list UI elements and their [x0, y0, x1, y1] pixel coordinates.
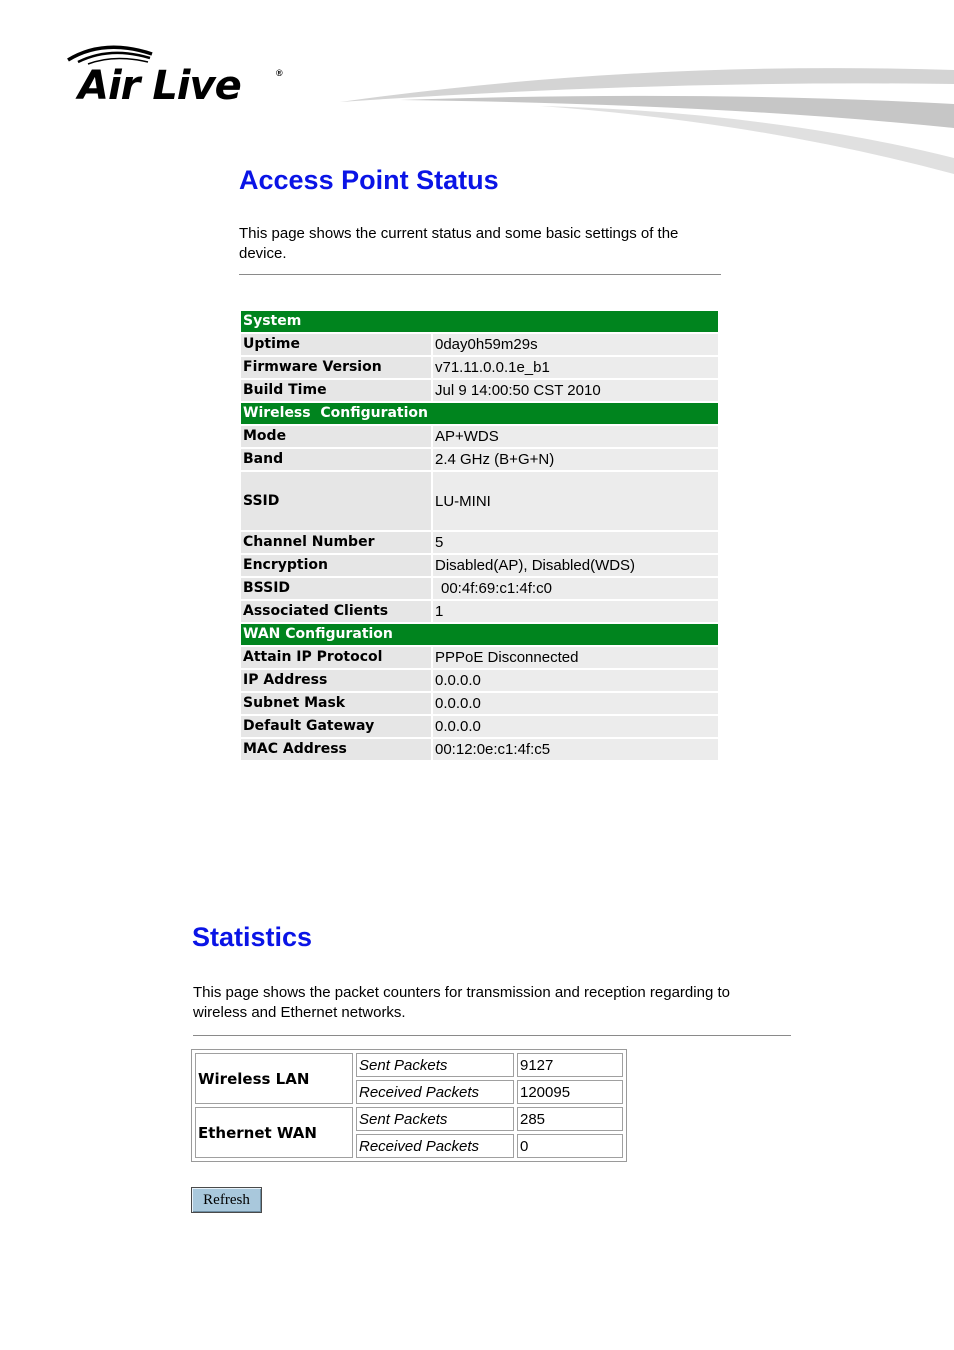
firmware-label: Firmware Version	[241, 357, 431, 378]
ip-value: 0.0.0.0	[433, 670, 718, 691]
table-row	[241, 670, 718, 691]
ip-label: IP Address	[241, 670, 431, 691]
logo-text: Air Live	[78, 63, 241, 109]
wireless-header: Wireless Configuration	[241, 403, 718, 424]
registered-mark: ®	[276, 68, 283, 78]
clients-label: Associated Clients	[241, 601, 431, 622]
wan-received-value: 0	[517, 1134, 623, 1158]
wan-header-row	[241, 624, 718, 645]
table-row	[241, 739, 718, 760]
protocol-value: PPPoE Disconnected	[433, 647, 718, 668]
table-row	[241, 449, 718, 470]
channel-value: 5	[433, 532, 718, 553]
table-row	[241, 532, 718, 553]
table-row	[241, 472, 718, 530]
status-description-line2: device.	[239, 245, 287, 262]
protocol-label: Attain IP Protocol	[241, 647, 431, 668]
system-header: System	[241, 311, 718, 332]
wlan-received-label: Received Packets	[356, 1080, 514, 1104]
table-row	[241, 334, 718, 355]
gateway-label: Default Gateway	[241, 716, 431, 737]
wan-header: WAN Configuration	[241, 624, 718, 645]
status-page-title: Access Point Status	[239, 165, 499, 195]
encryption-label: Encryption	[241, 555, 431, 576]
status-description-line1: This page shows the current status and some basic settings of the	[239, 225, 679, 242]
status-table	[239, 309, 720, 762]
mode-label: Mode	[241, 426, 431, 447]
table-row	[241, 578, 718, 599]
statistics-description-line1: This page shows the packet counters for transmission and reception regarding to	[193, 984, 730, 1001]
ethernet-wan-label: Ethernet WAN	[195, 1107, 353, 1158]
wireless-lan-label: Wireless LAN	[195, 1053, 353, 1104]
band-label: Band	[241, 449, 431, 470]
table-row	[241, 647, 718, 668]
encryption-value: Disabled(AP), Disabled(WDS)	[433, 555, 718, 576]
uptime-value: 0day0h59m29s	[433, 334, 718, 355]
mac-label: MAC Address	[241, 739, 431, 760]
system-header-row	[241, 311, 718, 332]
band-value: 2.4 GHz (B+G+N)	[433, 449, 718, 470]
wlan-sent-value: 9127	[517, 1053, 623, 1077]
gateway-value: 0.0.0.0	[433, 716, 718, 737]
statistics-page-title: Statistics	[192, 922, 313, 952]
statistics-table	[191, 1049, 627, 1162]
table-row	[241, 426, 718, 447]
bssid-value: 00:4f:69:c1:4f:c0	[433, 578, 718, 599]
table-row	[241, 357, 718, 378]
wireless-header-row	[241, 403, 718, 424]
firmware-value: v71.11.0.0.1e_b1	[433, 357, 718, 378]
clients-value: 1	[433, 601, 718, 622]
table-row	[241, 380, 718, 401]
table-row	[195, 1053, 623, 1077]
table-row	[241, 601, 718, 622]
channel-label: Channel Number	[241, 532, 431, 553]
refresh-button[interactable]: Refresh	[191, 1187, 262, 1213]
wlan-sent-label: Sent Packets	[356, 1053, 514, 1077]
statistics-divider	[193, 1035, 791, 1036]
table-row	[195, 1107, 623, 1131]
statistics-description-line2: wireless and Ethernet networks.	[193, 1004, 406, 1021]
wan-received-label: Received Packets	[356, 1134, 514, 1158]
build-time-label: Build Time	[241, 380, 431, 401]
status-divider	[239, 274, 721, 275]
mask-label: Subnet Mask	[241, 693, 431, 714]
bssid-label: BSSID	[241, 578, 431, 599]
airlive-logo	[64, 40, 294, 110]
ssid-label: SSID	[241, 472, 431, 530]
wan-sent-label: Sent Packets	[356, 1107, 514, 1131]
build-time-value: Jul 9 14:00:50 CST 2010	[433, 380, 718, 401]
wan-sent-value: 285	[517, 1107, 623, 1131]
table-row	[241, 716, 718, 737]
wlan-received-value: 120095	[517, 1080, 623, 1104]
mode-value: AP+WDS	[433, 426, 718, 447]
ssid-value: LU-MINI	[433, 472, 718, 530]
mask-value: 0.0.0.0	[433, 693, 718, 714]
mac-value: 00:12:0e:c1:4f:c5	[433, 739, 718, 760]
uptime-label: Uptime	[241, 334, 431, 355]
table-row	[241, 555, 718, 576]
header-swoosh-graphic	[340, 60, 954, 180]
table-row	[241, 693, 718, 714]
